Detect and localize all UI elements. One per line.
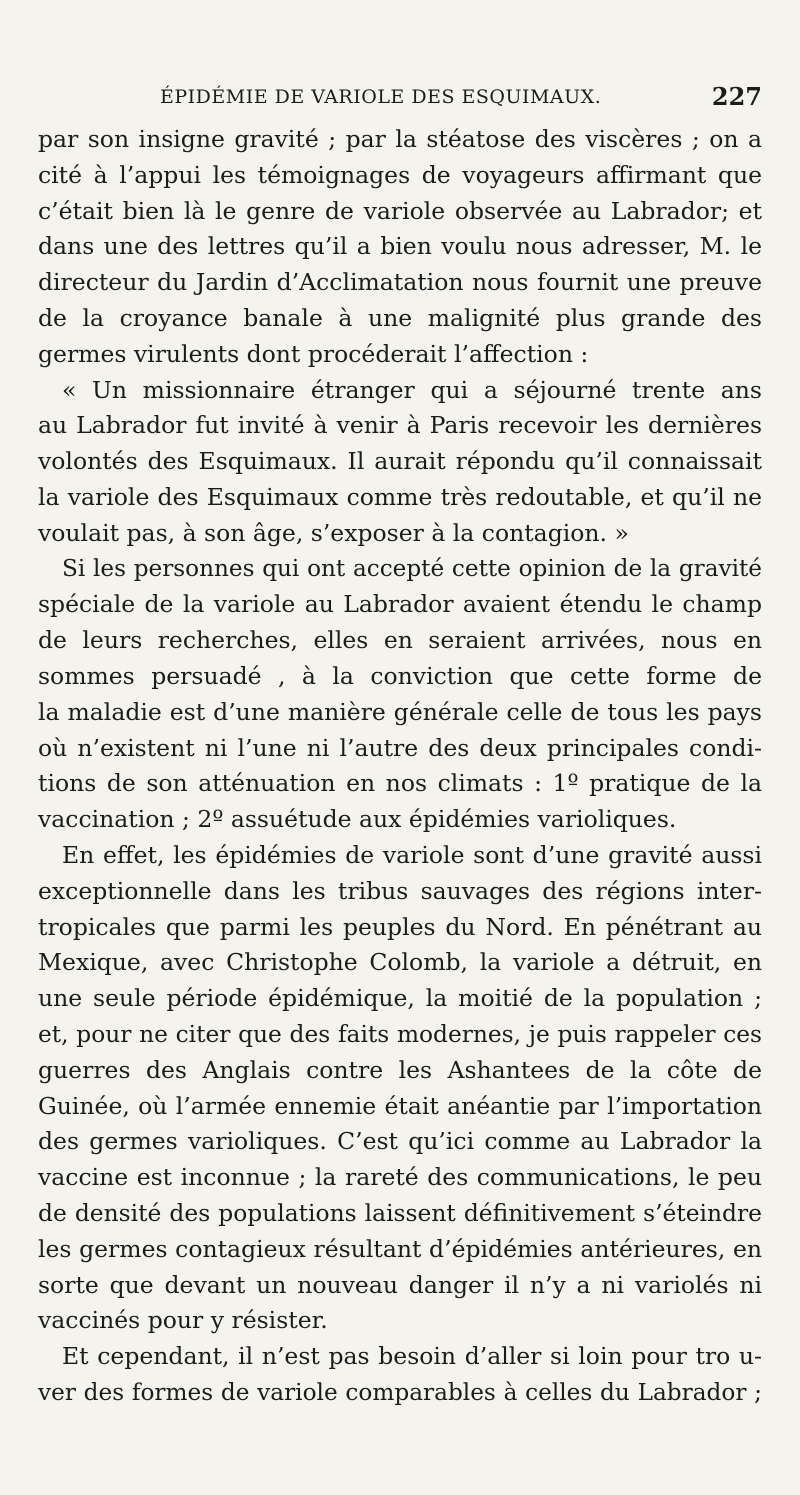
text-line: c’était bien là le genre de variole observée au Labrador; et xyxy=(38,196,762,225)
text-line: En effet, les épidémies de variole sont d’une gravité aussi xyxy=(62,840,762,869)
text-line: par son insigne gravité ; par la stéatose des viscères ; on a xyxy=(38,125,762,153)
text-line: au Labrador fut invité à venir à Paris recevoir les dernières xyxy=(38,411,762,440)
text-line: guerres des Anglais contre les Ashantees de la côte de xyxy=(38,1055,762,1084)
text-line: cité à l’appui les témoignages de voyageurs affirmant que xyxy=(38,160,762,189)
text-line: de leurs recherches, elles en seraient arrivées, nous en xyxy=(38,626,762,655)
text-line: des germes varioliques. C’est qu’ici comme au Labrador la xyxy=(38,1127,762,1156)
text-line: Si les personnes qui ont accepté cette opinion de la gravité xyxy=(62,555,762,582)
body-text xyxy=(38,122,762,1411)
text-line: spéciale de la variole au Labrador avaient étendu le champ xyxy=(38,590,762,619)
text-line: Guinée, où l’armée ennemie était anéantie par l’importation xyxy=(38,1091,762,1120)
running-head xyxy=(38,78,762,118)
text-line: Et cependant, il n’est pas besoin d’aller si loin pour tro u- xyxy=(62,1342,762,1371)
text-line: voulait pas, à son âge, s’exposer à la contagion. » xyxy=(38,518,629,547)
text-line: exceptionnelle dans les tribus sauvages des régions inter- xyxy=(38,876,762,905)
text-line: et, pour ne citer que des faits modernes, je puis rappeler ces xyxy=(38,1020,762,1048)
text-line: dans une des lettres qu’il a bien voulu nous adresser, M. le xyxy=(38,232,762,261)
text-line: où n’existent ni l’une ni l’autre des deux principales condi- xyxy=(38,733,762,762)
text-line: vaccinés pour y résister. xyxy=(38,1306,328,1335)
text-line: tions de son atténuation en nos climats : 1º pratique de la xyxy=(38,769,762,798)
text-line: vaccination ; 2º assuétude aux épidémies varioliques. xyxy=(38,805,677,834)
text-line: « Un missionnaire étranger qui a séjourné trente ans xyxy=(62,375,762,404)
text-line: vaccine est inconnue ; la rareté des communications, le peu xyxy=(38,1163,762,1192)
text-line: de densité des populations laissent définitivement s’éteindre xyxy=(38,1198,762,1227)
page-number: 227 xyxy=(711,82,762,111)
text-line: tropicales que parmi les peuples du Nord. En pénétrant au xyxy=(38,912,762,941)
text-line: une seule période épidémique, la moitié de la population ; xyxy=(38,984,762,1013)
text-line: de la croyance banale à une malignité plus grande des xyxy=(38,303,762,332)
text-line: ver des formes de variole comparables à celles du Labrador ; xyxy=(38,1378,762,1406)
text-block xyxy=(38,122,762,1411)
text-line: germes virulents dont procéderait l’affection : xyxy=(38,339,589,368)
text-line: sommes persuadé , à la conviction que cette forme de xyxy=(38,661,762,690)
text-line: les germes contagieux résultant d’épidémies antérieures, en xyxy=(38,1234,762,1263)
text-line: volontés des Esquimaux. Il aurait répondu qu’il connaissait xyxy=(38,447,762,476)
text-line: la maladie est d’une manière générale celle de tous les pays xyxy=(38,697,762,726)
text-line: Mexique, avec Christophe Colomb, la variole a détruit, en xyxy=(38,948,762,977)
text-line: directeur du Jardin d’Acclimatation nous fournit une preuve xyxy=(38,268,762,297)
text-line: la variole des Esquimaux comme très redoutable, et qu’il ne xyxy=(38,482,762,511)
running-title: ÉPIDÉMIE DE VARIOLE DES ESQUIMAUX. xyxy=(160,86,602,108)
text-line: sorte que devant un nouveau danger il n’y a ni variolés ni xyxy=(38,1270,762,1299)
book-page xyxy=(38,78,762,1411)
